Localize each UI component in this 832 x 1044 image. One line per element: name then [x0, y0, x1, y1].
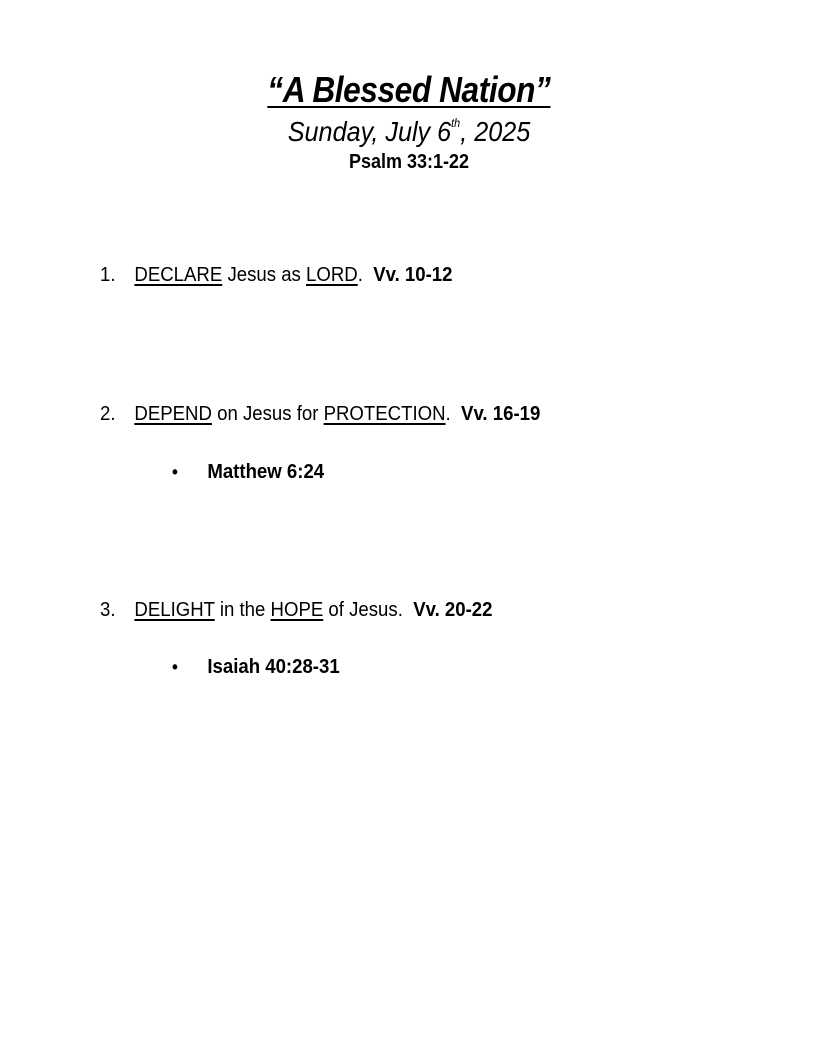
point-keyword: DELIGHT	[134, 599, 215, 621]
sermon-header	[0, 68, 818, 174]
cross-reference: Matthew 6:24	[207, 461, 325, 483]
point-keyword: DEPEND	[134, 403, 212, 425]
date-prefix: Sunday, July 6	[287, 116, 452, 147]
sermon-date	[41, 114, 777, 150]
date-ordinal-suffix: th	[451, 116, 461, 130]
point-1	[100, 263, 452, 287]
point-keyword: DECLARE	[134, 264, 223, 286]
sermon-title: “A Blessed Nation”	[267, 69, 551, 110]
sub-reference-1	[172, 460, 324, 484]
point-text: Jesus as	[222, 264, 307, 286]
verse-reference: Vv. 20-22	[413, 599, 493, 621]
point-text-2: of Jesus.	[323, 599, 414, 621]
point-text-2: .	[357, 264, 374, 286]
date-year: , 2025	[460, 116, 531, 147]
point-number: 1.	[100, 264, 116, 286]
bullet-icon: •	[172, 462, 178, 482]
verse-reference: Vv. 16-19	[461, 403, 541, 425]
bullet-icon: •	[172, 657, 178, 677]
point-3	[100, 598, 492, 622]
point-number: 2.	[100, 403, 116, 425]
point-number: 3.	[100, 599, 116, 621]
point-keyword-2: LORD	[306, 264, 358, 286]
point-keyword-2: HOPE	[270, 599, 324, 621]
point-2	[100, 402, 540, 426]
point-text-2: .	[445, 403, 462, 425]
verse-reference: Vv. 10-12	[373, 264, 453, 286]
sub-reference-2	[172, 655, 340, 679]
point-text: on Jesus for	[211, 403, 324, 425]
point-text: in the	[214, 599, 271, 621]
scripture-reference: Psalm 33:1-22	[348, 151, 470, 173]
cross-reference: Isaiah 40:28-31	[207, 656, 340, 678]
point-keyword-2: PROTECTION	[323, 403, 446, 425]
